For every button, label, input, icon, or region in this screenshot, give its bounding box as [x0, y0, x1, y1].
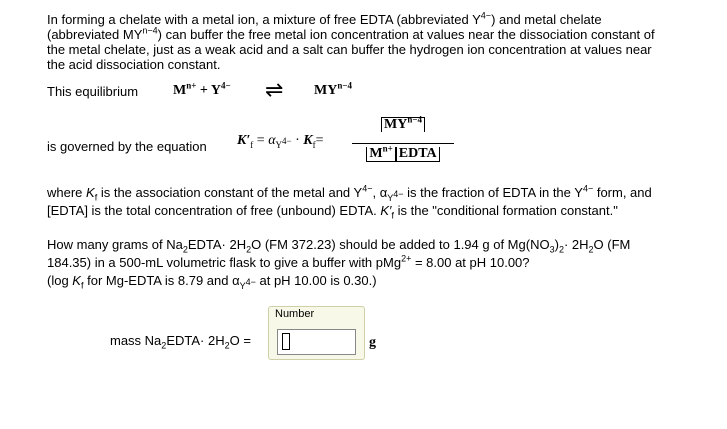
intro-line-4: the acid dissociation constant. [47, 57, 221, 72]
answer-number-box [268, 306, 365, 360]
where-paragraph [47, 184, 712, 220]
fraction-bar [352, 143, 454, 144]
where-line-2: [EDTA] is the total concentration of free (unbound) EDTA. $K'_f$ is the "conditional formation constant." [47, 203, 618, 221]
equation-denominator: $M^{n+}$ EDTA [352, 146, 454, 162]
equilibrium-reaction: $M^{n+} + Y^{4-}$ [173, 80, 231, 98]
intro-line-1: In forming a chelate with a metal ion, a mixture of free EDTA (abbreviated $Y^{4-}$) and metal chelate [47, 10, 602, 27]
equilibrium-label: This equilibrium [47, 84, 139, 99]
question-paragraph [47, 236, 712, 290]
intro-line-2: (abbreviated $MY^{n-4}$) can buffer the free metal ion concentration at values near the dissociation constant of [47, 25, 655, 42]
equilibrium-arrow-icon: ⇌ [265, 78, 284, 103]
intro-line-3: the metal chelate, just as a weak acid and a salt can buffer the hydrogen ion concentration at values near [47, 42, 652, 57]
text-cursor-icon [282, 333, 290, 350]
question-line-3: (log $K_f$ for Mg-EDTA is 8.79 and $\alpha_{Y^{4-}}$ at pH 10.00 is 0.30.) [47, 273, 377, 291]
equation-numerator: $MY^{n-4}$ [352, 117, 454, 133]
intro-paragraph [47, 12, 712, 72]
question-line-2: 184.35) in a 500-mL volumetric flask to give a buffer with pMg$^{2+}$ = 8.00 at pH 10.00? [47, 253, 530, 270]
equilibrium-product: $MY^{n-4}$ [314, 80, 352, 98]
answer-label: mass $Na_2EDTA\cdot 2H_2O$ = [110, 333, 251, 351]
unit-label: g [369, 335, 376, 350]
number-box-label: Number [275, 308, 315, 320]
equation-label: is governed by the equation [47, 139, 207, 154]
question-line-1: How many grams of $Na_2EDTA\cdot 2H_2O$ (FM 372.23) should be added to 1.94 g of $Mg(NO_3)_2\cdot 2H_2O$ (FM [47, 237, 631, 255]
where-line-1: where $K_f$ is the association constant of the metal and $Y^{4-}$, $\alpha_{Y^{4-}}$ is the fraction of EDTA in the $Y^{4-}$ form, and [47, 183, 652, 203]
equation-lhs: $K'_f = \alpha_{Y^{4-}} \cdot K_f=$ [237, 133, 324, 150]
